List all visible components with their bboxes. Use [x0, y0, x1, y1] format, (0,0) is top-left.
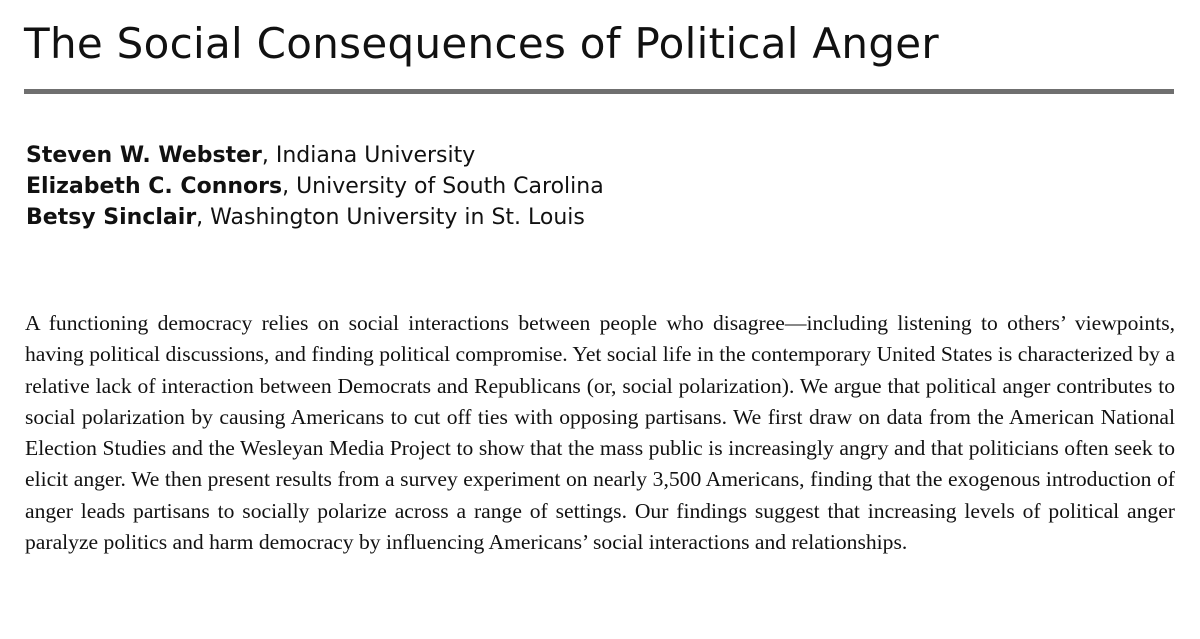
paper-title: The Social Consequences of Political Anger [24, 19, 940, 68]
author-affiliation: , Indiana University [261, 143, 476, 168]
author-list [26, 140, 604, 233]
author-affiliation: , University of South Carolina [282, 174, 604, 199]
author-entry [26, 202, 604, 233]
abstract-text: A functioning democracy relies on social interactions between people who disagree—including listening to others’ viewpoints, having political discussions, and finding political compromise. Yet social life in the contemporary United States is characterized by a relative lack of interaction between Democrats and Republicans (or, social polarization). We argue that political anger contributes to social polarization by causing Americans to cut off ties with opposing partisans. We first draw on data from the American National Election Studies and the Wesleyan Media Project to show that the mass public is increasingly angry and that politicians often seek to elicit anger. We then present results from a survey experiment on nearly 3,500 Americans, finding that the exogenous introduction of anger leads partisans to socially polarize across a range of settings. Our findings suggest that increasing levels of political anger paralyze politics and harm democracy by influencing Americans’ social interactions and relationships. [25, 311, 1175, 555]
author-affiliation: , Washington University in St. Louis [196, 205, 585, 230]
author-entry [26, 171, 604, 202]
author-name: Steven W. Webster [26, 143, 262, 168]
author-entry [26, 140, 604, 171]
author-name: Elizabeth C. Connors [26, 174, 283, 199]
title-divider [24, 89, 1174, 94]
author-name: Betsy Sinclair [26, 205, 197, 230]
